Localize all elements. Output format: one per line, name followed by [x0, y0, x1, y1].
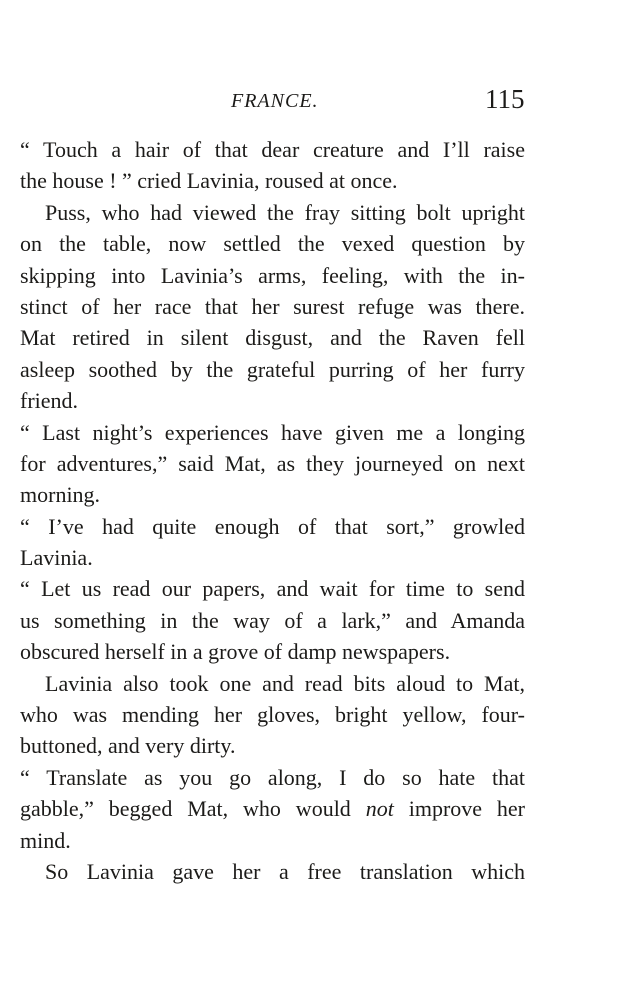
running-title: FRANCE. — [231, 90, 319, 112]
text-line: gabble,” begged Mat, who would not improve her — [20, 796, 525, 822]
text-line: “ Touch a hair of that dear creature and I’ll raise — [20, 137, 525, 162]
text-line: stinct of her race that her surest refuge was there. — [20, 293, 525, 319]
text-line: “ Last night’s experiences have given me a longing — [20, 419, 525, 445]
text-line: So Lavinia gave her a free translation which — [45, 858, 525, 884]
text-line: us something in the way of a lark,” and Amanda — [20, 607, 525, 633]
text-line: Lavinia also took one and read bits aloud to Mat, — [45, 670, 525, 696]
text-line: Puss, who had viewed the fray sitting bolt upright — [45, 199, 525, 225]
text-line: Lavinia. — [20, 545, 93, 571]
page-number: 115 — [485, 84, 525, 114]
text-line: friend. — [20, 388, 79, 414]
text-line: “ I’ve had quite enough of that sort,” growled — [20, 513, 525, 539]
text-line: asleep soothed by the grateful purring of her furry — [20, 356, 525, 382]
text-line: on the table, now settled the vexed question by — [20, 231, 525, 257]
emphasis: not — [365, 796, 394, 822]
text-line: the house ! ” cried Lavinia, roused at once. — [20, 168, 398, 194]
text-line: obscured herself in a grove of damp newspapers. — [20, 639, 451, 665]
text-line: mind. — [20, 827, 71, 853]
text-line: for adventures,” said Mat, as they journeyed on next — [20, 450, 525, 476]
text-line: skipping into Lavinia’s arms, feeling, with the in- — [20, 262, 525, 288]
text-line: morning. — [20, 482, 101, 508]
text-line: buttoned, and very dirty. — [20, 733, 236, 759]
text-line: “ Let us read our papers, and wait for time to send — [20, 576, 525, 602]
body-text — [20, 134, 525, 887]
text-line: “ Translate as you go along, I do so hate that — [20, 764, 525, 790]
running-head — [0, 84, 623, 116]
text-line: who was mending her gloves, bright yellow, four- — [20, 702, 525, 728]
text-line: Mat retired in silent disgust, and the Raven fell — [20, 325, 525, 351]
